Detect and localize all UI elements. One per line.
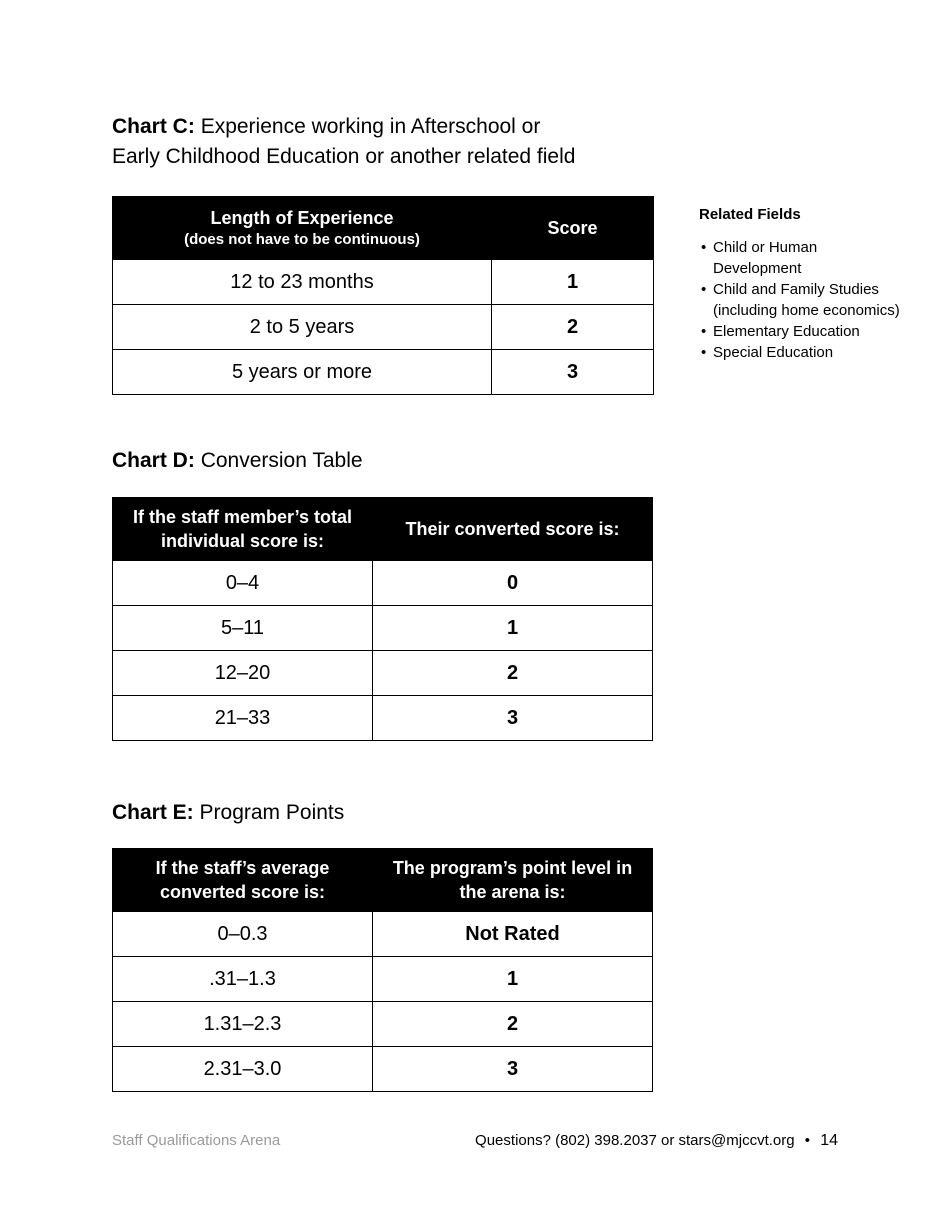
chart-c-header-length: Length of Experience (does not have to be continuous) [113, 197, 492, 260]
bullet-icon: • [701, 239, 707, 256]
chart-c-header-sub: (does not have to be continuous) [184, 231, 420, 248]
list-item: • Child and Family Studies (including home economics) [701, 281, 900, 319]
point-level: 1 [373, 957, 653, 1002]
table-row [113, 561, 653, 606]
chart-e-table [112, 848, 653, 1092]
table-row [113, 912, 653, 957]
chart-e-header-points: The program’s point level in the arena is: [373, 849, 653, 912]
experience-length: 2 to 5 years [113, 305, 492, 350]
bullet-icon: • [701, 323, 707, 340]
chart-e-label: Chart E: [112, 801, 194, 824]
list-item: • Elementary Education [701, 323, 860, 340]
bullet-icon: • [701, 281, 707, 298]
experience-score: 1 [492, 260, 654, 305]
score-range: 21–33 [113, 696, 373, 741]
table-row [113, 1002, 653, 1047]
converted-score: 2 [373, 651, 653, 696]
point-level: 2 [373, 1002, 653, 1047]
average-range: 2.31–3.0 [113, 1047, 373, 1092]
converted-score: 0 [373, 561, 653, 606]
chart-e-title-text: Program Points [199, 801, 345, 824]
chart-d-label: Chart D: [112, 449, 195, 472]
chart-e-header-row [113, 849, 653, 912]
table-row [113, 350, 654, 395]
chart-c-header-score: Score [492, 197, 654, 260]
table-row [113, 696, 653, 741]
point-level: Not Rated [373, 912, 653, 957]
table-row [113, 651, 653, 696]
chart-c-title [112, 112, 575, 172]
related-fields-title: Related Fields [699, 206, 801, 223]
chart-c-label: Chart C: [112, 115, 195, 138]
table-row [113, 260, 654, 305]
average-range: .31–1.3 [113, 957, 373, 1002]
point-level: 3 [373, 1047, 653, 1092]
chart-e-title [112, 798, 344, 828]
chart-d-title-text: Conversion Table [200, 449, 363, 472]
table-row [113, 305, 654, 350]
experience-length: 12 to 23 months [113, 260, 492, 305]
chart-c-title-line2: Early Childhood Education or another related field [112, 145, 576, 168]
chart-c-header-row [113, 197, 654, 260]
list-item: • Child or Human Development [701, 239, 818, 277]
footer-separator: • [804, 1132, 811, 1149]
chart-e-header-average: If the staff’s average converted score is: [113, 849, 373, 912]
related-fields [699, 205, 909, 363]
footer-contact [475, 1132, 838, 1150]
converted-score: 1 [373, 606, 653, 651]
score-range: 12–20 [113, 651, 373, 696]
related-fields-list [699, 237, 909, 363]
list-item: • Special Education [701, 344, 834, 361]
page-number: 14 [820, 1132, 838, 1149]
chart-c-title-line1: Experience working in Afterschool or [200, 115, 541, 138]
experience-score: 3 [492, 350, 654, 395]
chart-d-header-total: If the staff member’s total individual score is: [113, 498, 373, 561]
chart-d-header-converted: Their converted score is: [373, 498, 653, 561]
experience-length: 5 years or more [113, 350, 492, 395]
table-row [113, 957, 653, 1002]
footer-contact-text: Questions? (802) 398.2037 or stars@mjccvt.org [475, 1132, 795, 1149]
table-row [113, 606, 653, 651]
chart-d-header-row [113, 498, 653, 561]
chart-d-title [112, 446, 363, 476]
bullet-icon: • [701, 344, 707, 361]
table-row [113, 1047, 653, 1092]
score-range: 5–11 [113, 606, 373, 651]
experience-score: 2 [492, 305, 654, 350]
average-range: 0–0.3 [113, 912, 373, 957]
average-range: 1.31–2.3 [113, 1002, 373, 1047]
chart-d-table [112, 497, 653, 741]
footer-section-title: Staff Qualifications Arena [112, 1132, 281, 1149]
converted-score: 3 [373, 696, 653, 741]
score-range: 0–4 [113, 561, 373, 606]
chart-c-table [112, 196, 654, 395]
